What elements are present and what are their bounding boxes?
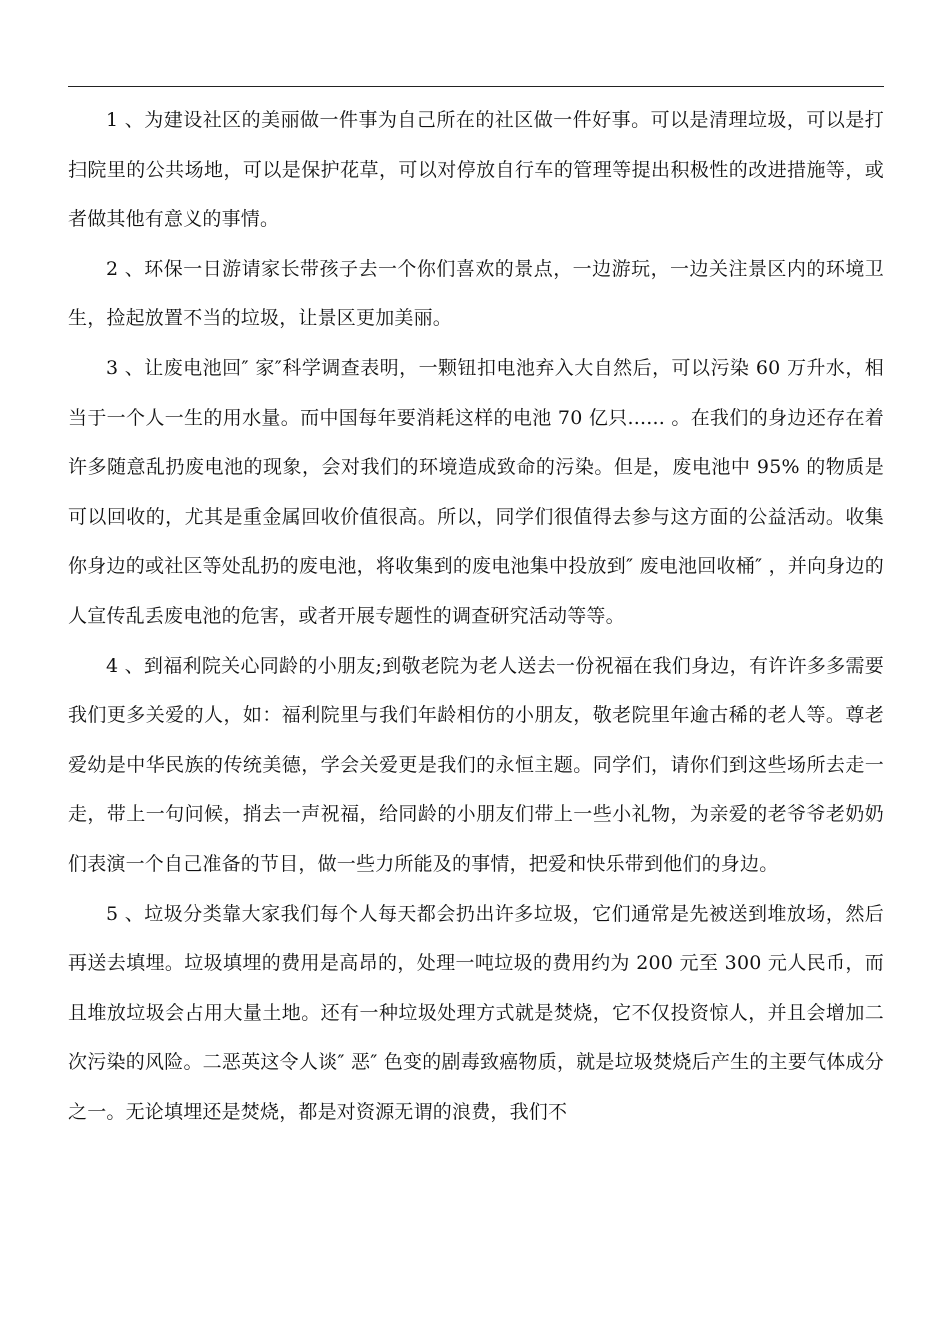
document-body xyxy=(68,96,884,1137)
paragraph-1: 1 、为建设社区的美丽做一件事为自己所在的社区做一件好事。可以是清理垃圾，可以是打扫院里的公共场地，可以是保护花草，可以对停放自行车的管理等提出积极性的改进措施等，或者做其他有意义的事情。 xyxy=(68,109,884,231)
paragraph-4: 4 、到福利院关心同龄的小朋友;到敬老院为老人送去一份祝福在我们身边，有许许多多需要我们更多关爱的人，如：福利院里与我们年龄相仿的小朋友，敬老院里年逾古稀的老人等。尊老爱幼是中华民族的传统美德，学会关爱更是我们的永恒主题。同学们，请你们到这些场所去走一走，带上一句问候，捎去一声祝福，给同龄的小朋友们带上一些小礼物，为亲爱的老爷爷老奶奶们表演一个自己准备的节目，做一些力所能及的事情，把爱和快乐带到他们的身边。 xyxy=(68,654,884,875)
paragraph-3: 3 、让废电池回″ 家″科学调查表明，一颗钮扣电池弃入大自然后，可以污染 60 万升水，相当于一个人一生的用水量。而中国每年要消耗这样的电池 70 亿只...... 。在我们的身边还存在着许多随意乱扔废电池的现象，会对我们的环境造成致命的污染。但是，废电池中 95% 的物质是可以回收的，尤其是重金属回收价值很高。所以，同学们很值得去参与这方面的公益活动。收集你身边的或社区等处乱扔的废电池，将收集到的废电池集中投放到″ 废电池回收桶″ ，并向身边的人宣传乱丢废电池的危害，或者开展专题性的调查研究活动等等。 xyxy=(68,356,884,627)
header-rule xyxy=(68,86,884,87)
paragraph-2: 2 、环保一日游请家长带孩子去一个你们喜欢的景点，一边游玩，一边关注景区内的环境卫生，捡起放置不当的垃圾，让景区更加美丽。 xyxy=(68,257,884,330)
paragraph-5: 5 、垃圾分类靠大家我们每个人每天都会扔出许多垃圾，它们通常是先被送到堆放场，然后再送去填埋。垃圾填埋的费用是高昂的，处理一吨垃圾的费用约为 200 元至 300 元人民币，而且堆放垃圾会占用大量土地。还有一种垃圾处理方式就是焚烧，它不仅投资惊人，并且会增加二次污染的风险。二恶英这令人谈″ 恶″ 色变的剧毒致癌物质，就是垃圾焚烧后产生的主要气体成分之一。无论填埋还是焚烧，都是对资源无谓的浪费，我们不 xyxy=(68,902,884,1123)
